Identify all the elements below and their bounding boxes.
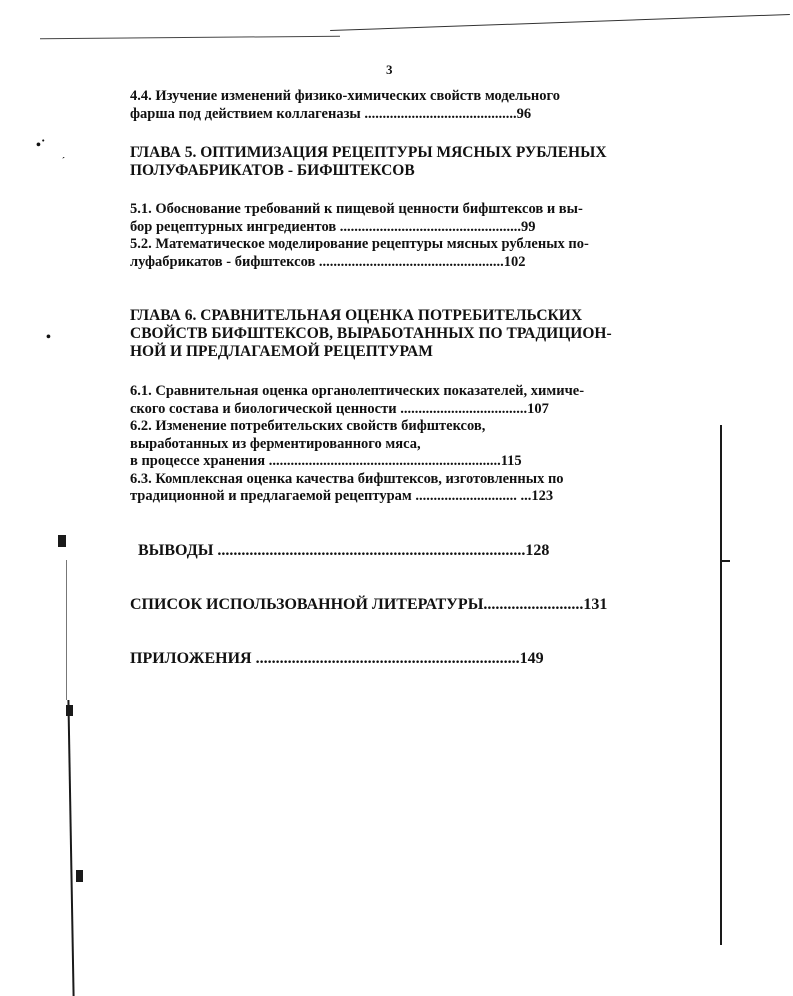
chapter-6-entries <box>130 383 670 506</box>
chapter-6-heading <box>130 307 670 361</box>
toc-appendices: ПРИЛОЖЕНИЯ ..................................................................149 <box>130 649 544 667</box>
toc-line: традиционной и предлагаемой рецептурам ............................ ...123 <box>130 488 554 504</box>
scan-mark <box>76 870 83 882</box>
chapter-line: ГЛАВА 5. ОПТИМИЗАЦИЯ РЕЦЕПТУРЫ МЯСНЫХ РУБЛЕНЫХ <box>130 144 607 161</box>
scan-mark <box>58 535 66 547</box>
table-of-contents <box>130 88 670 668</box>
toc-line: выработанных из ферментированного мяса, <box>130 435 421 452</box>
toc-line: луфабрикатов - бифштексов ...................................................102 <box>130 253 526 270</box>
scan-top-line <box>40 36 340 40</box>
toc-line: 6.1. Сравнительная оценка органолептических показателей, химиче- <box>130 383 585 399</box>
scan-mark <box>722 560 730 562</box>
scan-right-edge-line <box>720 425 722 945</box>
chapter-line: ПОЛУФАБРИКАТОВ - БИФШТЕКСОВ <box>130 162 415 179</box>
chapter-line: ГЛАВА 6. СРАВНИТЕЛЬНАЯ ОЦЕНКА ПОТРЕБИТЕЛЬСКИХ <box>130 307 583 324</box>
toc-line: 5.2. Математическое моделирование рецептуры мясных рубленых по- <box>130 236 589 252</box>
scan-mark: • <box>46 330 51 345</box>
toc-line: 6.2. Изменение потребительских свойств бифштексов, <box>130 418 486 434</box>
toc-line: 4.4. Изучение изменений физико-химических свойств модельного <box>130 88 560 104</box>
toc-line: 5.1. Обоснование требований к пищевой ценности бифштексов и вы- <box>130 201 583 217</box>
toc-line: в процессе хранения ................................................................115 <box>130 453 522 469</box>
toc-line: 6.3. Комплексная оценка качества бифштексов, изготовленных по <box>130 470 564 487</box>
toc-entry-4-4 <box>130 88 670 123</box>
scan-mark: •˙ <box>36 138 46 153</box>
toc-line: ского состава и биологической ценности ...................................107 <box>130 400 549 417</box>
toc-line: бор рецептурных ингредиентов ..................................................99 <box>130 218 536 235</box>
chapter-5-heading <box>130 144 670 180</box>
scan-mark <box>66 705 73 716</box>
toc-line: фарша под действием коллагеназы ..........................................96 <box>130 105 532 122</box>
scan-mark: ˏ <box>62 148 66 159</box>
scan-left-edge-line-upper <box>66 560 67 700</box>
toc-conclusions: ВЫВОДЫ .............................................................................128 <box>130 541 550 559</box>
toc-references: СПИСОК ИСПОЛЬЗОВАННОЙ ЛИТЕРАТУРЫ.........................131 <box>130 595 608 613</box>
page-number: 3 <box>386 62 393 77</box>
chapter-line: НОЙ И ПРЕДЛАГАЕМОЙ РЕЦЕПТУРАМ <box>130 343 433 360</box>
scan-top-line-right <box>330 14 790 31</box>
chapter-5-entries <box>130 201 670 271</box>
chapter-line: СВОЙСТВ БИФШТЕКСОВ, ВЫРАБОТАННЫХ ПО ТРАДИЦИОН- <box>130 325 612 342</box>
scan-left-edge-line <box>67 700 74 996</box>
